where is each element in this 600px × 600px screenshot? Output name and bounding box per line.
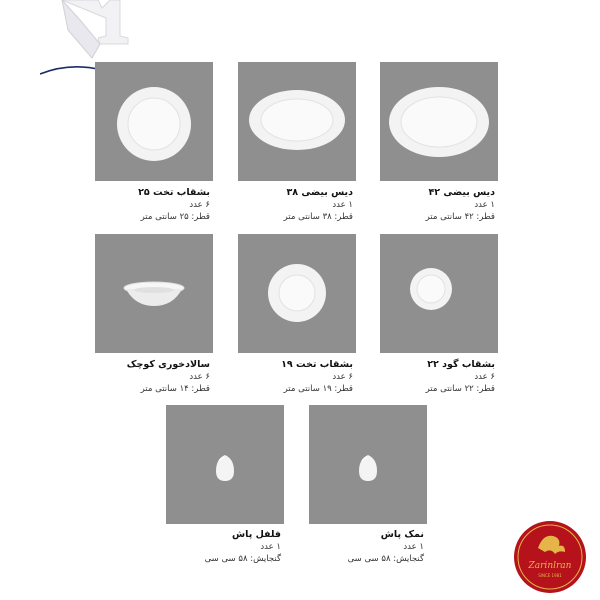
product-title: سالادخوری کوچک [126,359,210,370]
product-size: قطر: ۲۵ سانتی متر [140,212,210,222]
product-title: بشقاب گود ۲۲ [427,359,495,370]
product-tile-oval-platter-42 [380,62,498,181]
product-caption [355,358,495,395]
pepper-shaker-icon [166,405,284,524]
product-qty: ۶ عدد [189,200,210,210]
product-qty: ۶ عدد [332,372,353,382]
product-title: بشقاب تخت ۲۵ [138,187,210,198]
product-caption [213,186,353,223]
brand-since: SINCE 1981 [538,573,562,578]
product-qty: ۶ عدد [189,372,210,382]
product-tile-deep-plate-22 [380,234,498,353]
flat-plate-icon [95,62,213,181]
product-qty: ۱ عدد [260,542,281,552]
product-caption [70,186,210,223]
product-tile-flat-plate-19 [238,234,356,353]
product-size: قطر: ۱۴ سانتی متر [140,384,210,394]
product-size: قطر: ۲۲ سانتی متر [425,384,495,394]
product-title: دیس بیضی ۳۸ [286,187,353,198]
salt-shaker-icon [309,405,427,524]
product-qty: ۱ عدد [474,200,495,210]
oval-platter-icon [238,62,356,181]
flat-plate-small-icon [238,234,356,353]
product-title: دیس بیضی ۴۲ [428,187,495,198]
product-size: قطر: ۳۸ سانتی متر [283,212,353,222]
product-caption [355,186,495,223]
product-size: قطر: ۱۹ سانتی متر [283,384,353,394]
deep-plate-icon [380,234,498,353]
product-caption [141,528,281,565]
product-qty: ۱ عدد [403,542,424,552]
salad-bowl-icon [95,234,213,353]
product-caption [213,358,353,395]
product-size: قطر: ۴۲ سانتی متر [425,212,495,222]
product-tile-flat-plate-25 [95,62,213,181]
product-tile-salad-bowl [95,234,213,353]
product-size: گنجایش: ۵۸ سی سی [204,554,281,564]
brand-seal-logo [513,520,587,594]
product-tile-salt-shaker [309,405,427,524]
product-title: فلفل پاش [232,529,281,540]
oval-platter-large-icon [380,62,498,181]
product-qty: ۶ عدد [474,372,495,382]
product-caption [284,528,424,565]
product-tile-oval-platter-38 [238,62,356,181]
product-qty: ۱ عدد [332,200,353,210]
brand-name: Zarinlran [528,561,572,571]
product-title: بشقاب تخت ۱۹ [281,359,353,370]
product-size: گنجایش: ۵۸ سی سی [347,554,424,564]
product-tile-pepper-shaker [166,405,284,524]
product-caption [70,358,210,395]
product-title: نمک پاش [380,529,424,540]
